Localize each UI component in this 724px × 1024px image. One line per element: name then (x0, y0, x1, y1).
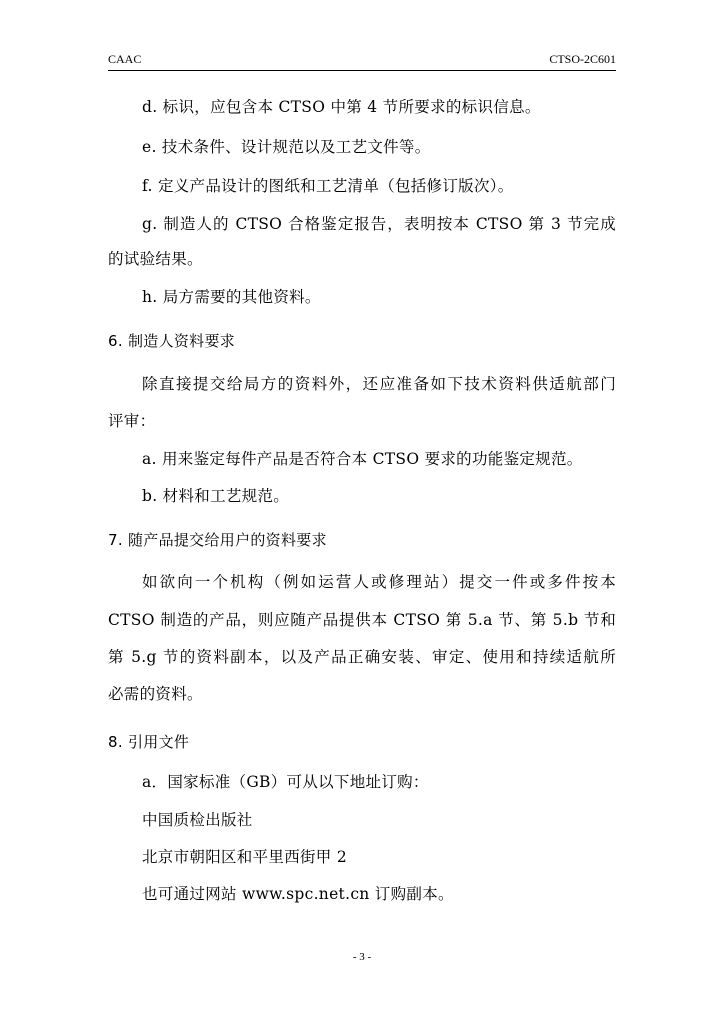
section-6-item-a: a. 用来鉴定每件产品是否符合本 CTSO 要求的功能鉴定规范。 (142, 450, 583, 468)
section-6-item-b: b. 材料和工艺规范。 (142, 487, 290, 505)
header-left: CAAC (108, 52, 142, 66)
section-6-para-line2: 评审： (108, 412, 156, 430)
item-f: f. 定义产品设计的图纸和工艺清单（包括修订版次）。 (142, 177, 514, 195)
item-e: e. 技术条件、设计规范以及工艺文件等。 (142, 138, 431, 156)
publisher-address: 北京市朝阳区和平里西街甲 2 (142, 848, 347, 866)
page-header (108, 50, 616, 71)
item-g-line1: g. 制造人的 CTSO 合格鉴定报告，表明按本 CTSO 第 3 节完成 (142, 215, 616, 233)
page-number: - 3 - (352, 951, 372, 963)
publisher-name: 中国质检出版社 (142, 811, 253, 829)
section-8-heading: 8. 引用文件 (108, 733, 190, 751)
section-8-item-a: a．国家标准（GB）可从以下地址订购： (142, 773, 429, 791)
section-7-para-line4: 必需的资料。 (108, 685, 203, 703)
section-6-heading: 6. 制造人资料要求 (108, 332, 236, 350)
section-7-heading: 7. 随产品提交给用户的资料要求 (108, 531, 327, 549)
section-7-para-line1: 如欲向一个机构（例如运营人或修理站）提交一件或多件按本 (142, 573, 616, 591)
header-right: CTSO-2C601 (549, 52, 616, 66)
section-7-para-line2: CTSO 制造的产品，则应随产品提供本 CTSO 第 5.a 节、第 5.b 节和 (108, 611, 616, 629)
item-h: h. 局方需要的其他资料。 (142, 288, 321, 306)
section-6-para-line1: 除直接提交给局方的资料外，还应准备如下技术资料供适航部门 (142, 375, 616, 393)
item-g-line2: 的试验结果。 (108, 250, 203, 268)
publisher-website: 也可通过网站 www.spc.net.cn 订购副本。 (142, 885, 454, 903)
section-7-para-line3: 第 5.g 节的资料副本，以及产品正确安装、审定、使用和持续适航所 (108, 648, 616, 666)
item-d: d. 标识，应包含本 CTSO 中第 4 节所要求的标识信息。 (142, 98, 541, 116)
